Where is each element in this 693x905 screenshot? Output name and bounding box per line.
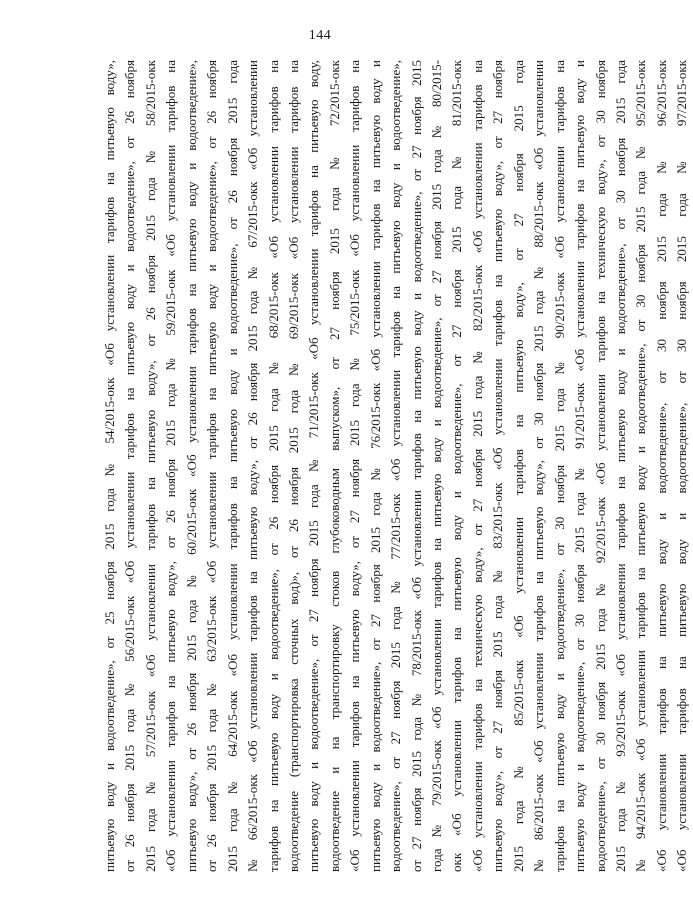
text-line: водоотведение», от 27 ноября 2015 года № 77/2015-окк «Об установлении тарифов на питьевую воду и водоотведение», bbox=[388, 60, 404, 872]
text-line: «Об установлении тарифов на питьевую воду», от 27 ноября 2015 года № 75/2015-окк «Об установлении тарифов на bbox=[347, 60, 363, 872]
text-line: «Об установлении тарифов на питьевую воду», от 26 ноября 2015 года № 59/2015-окк «Об установлении тарифов на bbox=[163, 60, 179, 872]
text-line: водоотведение и на транспортировку стоков глубоководным выпуском», от 27 ноября 2015 года № 72/2015-окк bbox=[326, 60, 342, 872]
text-line: питьевую воду и водоотведение», от 27 ноября 2015 года № 76/2015-окк «Об установлении тарифов на питьевую воду и bbox=[367, 60, 383, 872]
text-line: питьевую воду и водоотведение», от 30 ноября 2015 года № 91/2015-окк «Об установлении тарифов на питьевую воду и bbox=[572, 60, 588, 872]
text-line: «Об установлении тарифов на питьевую воду и водоотведение», от 30 ноября 2015 года № 97/2015-окк bbox=[674, 60, 690, 872]
text-line: 2015 года № 64/2015-окк «Об установлении тарифов на питьевую воду и водоотведение», от 26 ноября 2015 года bbox=[224, 60, 240, 872]
text-line: тарифов на питьевую воду и водоотведение», от 26 ноября 2015 года № 68/2015-окк «Об установлении тарифов на bbox=[265, 60, 281, 872]
text-line: «Об установлении тарифов на техническую воду», от 27 ноября 2015 года № 82/2015-окк «Об установлении тарифов на bbox=[469, 60, 485, 872]
text-line: от 27 ноября 2015 года № 78/2015-окк «Об установлении тарифов на питьевую воду и водоотведение», от 27 ноября 2015 bbox=[408, 60, 424, 872]
text-line: питьевую воду и водоотведение», от 25 ноября 2015 года № 54/2015-окк «Об установлении тарифов на питьевую воду», bbox=[102, 60, 117, 872]
text-line: 2015 года № 85/2015-окк «Об установлении тарифов на питьевую воду», от 27 ноября 2015 года bbox=[510, 60, 526, 872]
text-line: питьевую воду», от 27 ноября 2015 года № 83/2015-окк «Об установлении тарифов на питьевую воду», от 27 ноября bbox=[490, 60, 506, 872]
text-line: «Об установлении тарифов на питьевую воду и водоотведение», от 30 ноября 2015 года № 96/2015-окк bbox=[653, 60, 669, 872]
text-line: питьевую воду и водоотведение», от 27 ноября 2015 года № 71/2015-окк «Об установлении тарифов на питьевую воду, bbox=[306, 60, 322, 872]
text-line: водоотведение», от 30 ноября 2015 года № 92/2015-окк «Об установлении тарифов на техническую воду», от 30 ноября bbox=[592, 60, 608, 872]
text-line: № 94/2015-окк «Об установлении тарифов на питьевую воду и водоотведение», от 30 ноября 2015 года № 95/2015-окк bbox=[633, 60, 649, 872]
text-line: № 66/2015-окк «Об установлении тарифов на питьевую воду», от 26 ноября 2015 года № 67/2015-окк «Об установлении bbox=[245, 60, 261, 872]
text-line: от 26 ноября 2015 года № 63/2015-окк «Об установлении тарифов на питьевую воду и водоотведение», от 26 ноября bbox=[204, 60, 220, 872]
text-line: года № 79/2015-окк «Об установлении тарифов на питьевую воду и водоотведение», от 27 ноября 2015 года № 80/2015- bbox=[429, 60, 444, 872]
text-line: окк «Об установлении тарифов на питьевую воду и водоотведение», от 27 ноября 2015 года № 81/2015-окк bbox=[449, 60, 465, 872]
text-line: 2015 года № 57/2015-окк «Об установлении тарифов на питьевую воду», от 26 ноября 2015 года № 58/2015-окк bbox=[142, 60, 158, 872]
text-line: № 86/2015-окк «Об установлении тарифов на питьевую воду», от 30 ноября 2015 года № 88/2015-окк «Об установлении bbox=[531, 60, 547, 872]
rotated-text-block bbox=[100, 60, 690, 872]
text-line: питьевую воду», от 26 ноября 2015 года № 60/2015-окк «Об установлении тарифов на питьевую воду и водоотведение», bbox=[183, 60, 199, 872]
page-number: 144 bbox=[308, 28, 332, 43]
text-line: от 26 ноября 2015 года № 56/2015-окк «Об установлении тарифов на питьевую воду и водоотведение», от 26 ноября bbox=[122, 60, 138, 872]
text-line: тарифов на питьевую воду и водоотведение», от 30 ноября 2015 года № 90/2015-окк «Об установлении тарифов на bbox=[551, 60, 567, 872]
text-line: водоотведение (транспортировка сточных вод)», от 26 ноября 2015 года № 69/2015-окк «Об установлении тарифов на bbox=[285, 60, 301, 872]
text-line: 2015 года № 93/2015-окк «Об установлении тарифов на питьевую воду и водоотведение», от 30 ноября 2015 года bbox=[612, 60, 628, 872]
